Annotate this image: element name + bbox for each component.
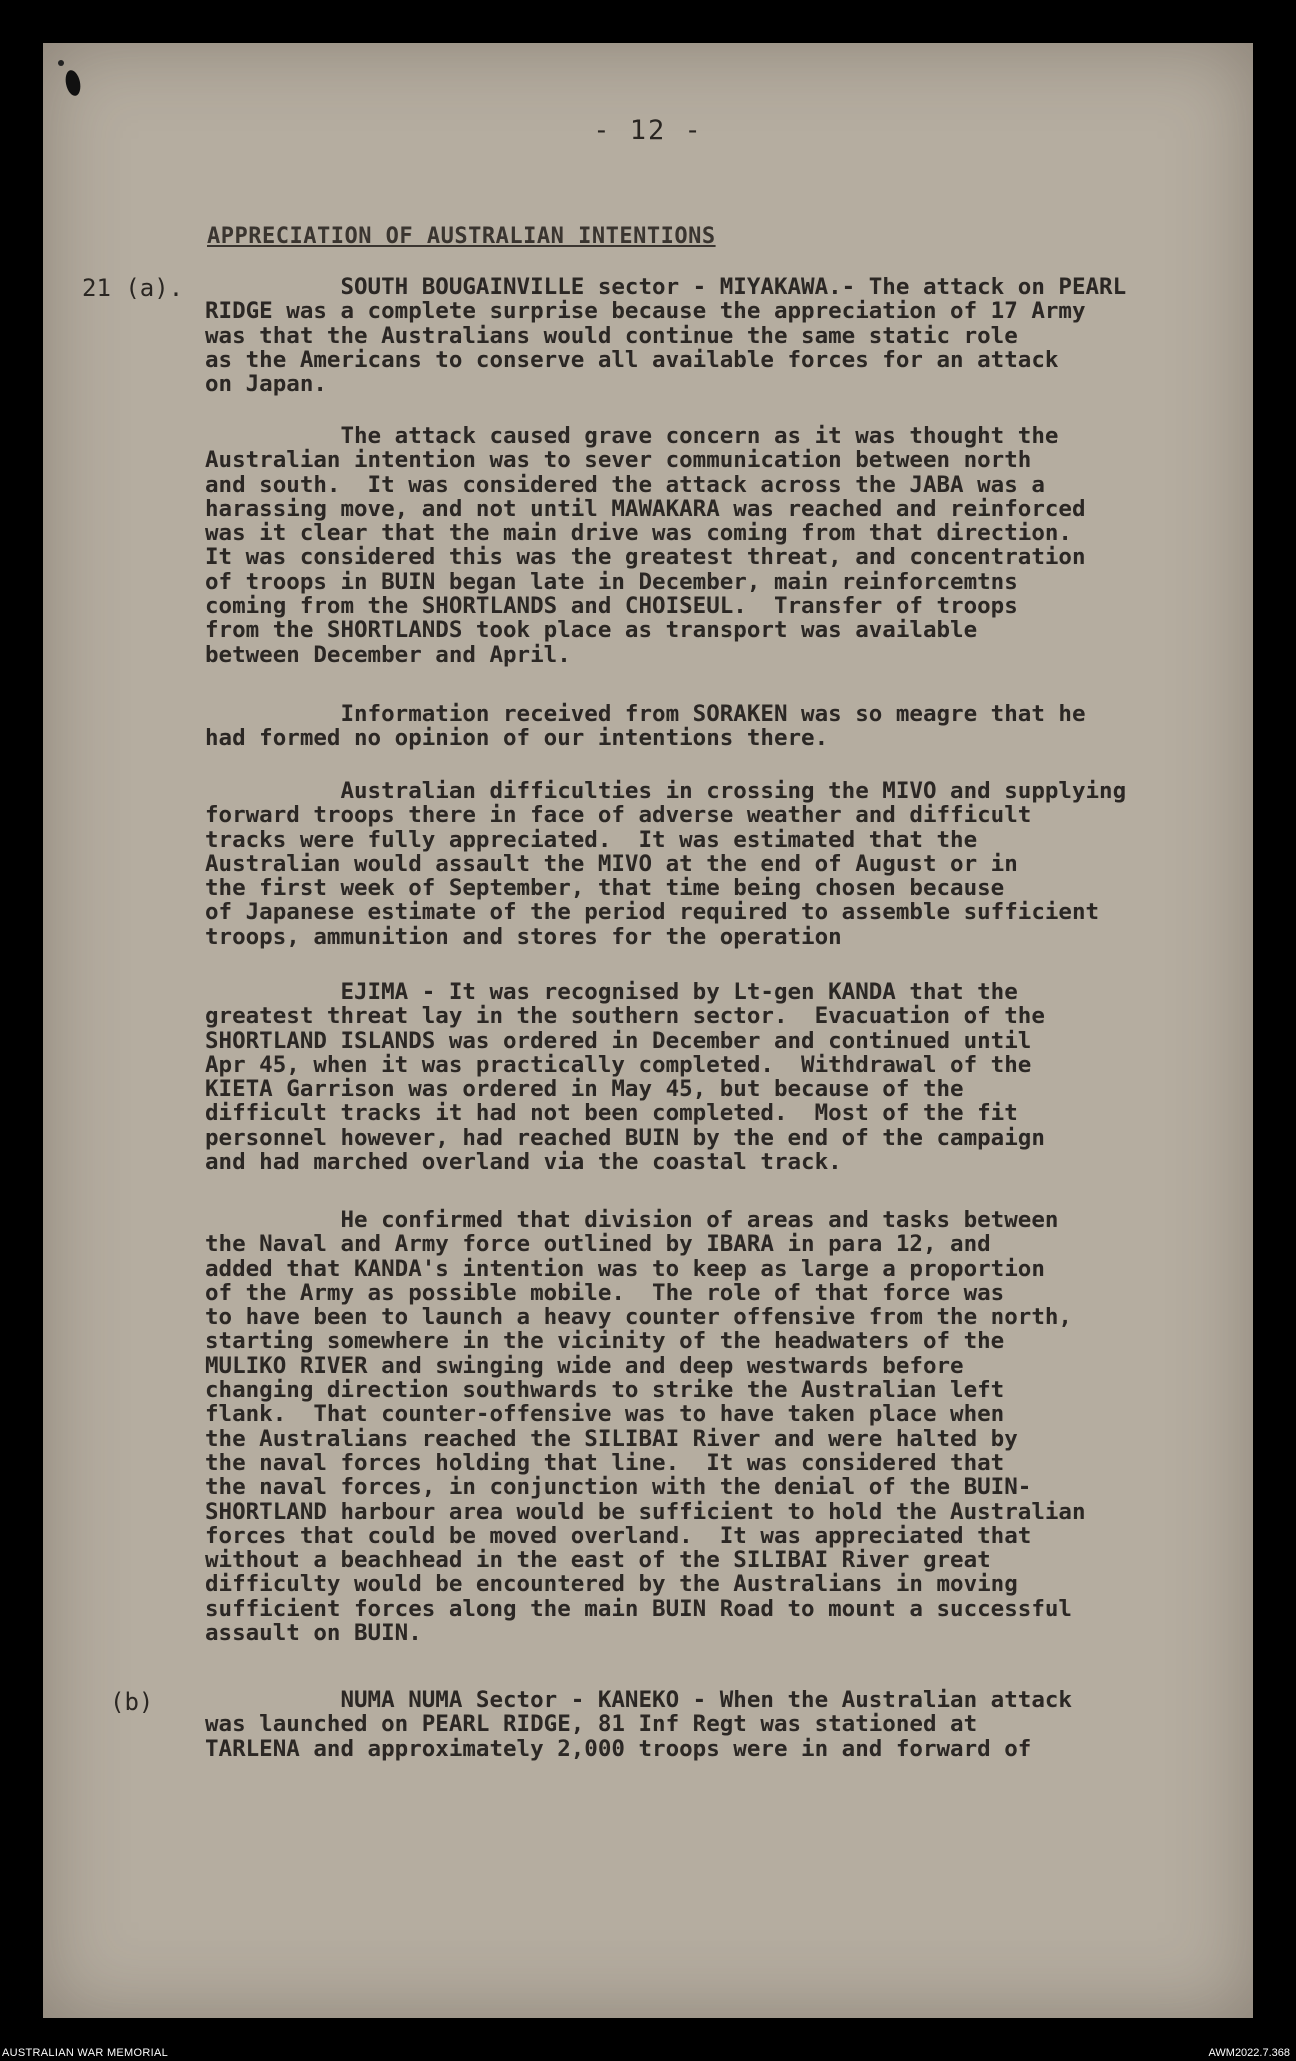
text-line: the naval forces, in conjunction with the denial of the BUIN- — [205, 1474, 1032, 1501]
text-line: on Japan. — [205, 371, 327, 398]
text-line: RIDGE was a complete surprise because the appreciation of 17 Army — [205, 298, 1086, 325]
text-line: starting somewhere in the vicinity of the headwaters of the — [205, 1328, 1005, 1355]
text-line: to have been to launch a heavy counter offensive from the north, — [205, 1304, 1072, 1331]
text-line: Australian would assault the MIVO at the end of August or in — [205, 850, 1018, 877]
text-line: tracks were fully appreciated. It was estimated that the — [205, 826, 978, 853]
text-line: changing direction southwards to strike the Australian left — [205, 1377, 1005, 1404]
text-line: Information received from SORAKEN was so meagre that he — [205, 701, 1086, 727]
section-heading: APPRECIATION OF AUSTRALIAN INTENTIONS — [207, 224, 716, 249]
text-line: forces that could be moved overland. It was appreciated that — [205, 1522, 1032, 1549]
text-line: SHORTLAND harbour area would be sufficient to hold the Australian — [205, 1498, 1086, 1525]
text-line: added that KANDA's intention was to keep as large a proportion — [205, 1255, 1045, 1282]
text-line: personnel however, had reached BUIN by the end of the campaign — [205, 1124, 1045, 1151]
text-line: SHORTLAND ISLANDS was ordered in December and continued until — [205, 1027, 1032, 1054]
text-line: between December and April. — [205, 641, 571, 668]
text-line: had formed no opinion of our intentions there. — [205, 725, 829, 752]
text-line: MULIKO RIVER and swinging wide and deep westwards before — [205, 1352, 964, 1379]
text-line: and south. It was considered the attack across the JABA was a — [205, 471, 1045, 498]
text-line: forward troops there in face of adverse weather and difficult — [205, 802, 1032, 829]
text-line: the first week of September, that time being chosen because — [205, 875, 1005, 902]
text-line: difficult tracks it had not been completed. Most of the fit — [205, 1100, 1018, 1127]
footer-reference: AWM2022.7.368 — [1208, 2047, 1290, 2059]
text-line: was that the Australians would continue the same static role — [205, 322, 1018, 349]
text-line: of troops in BUIN began late in December, main reinforcemtns — [205, 568, 1018, 595]
text-line: troops, ammunition and stores for the operation — [205, 923, 842, 950]
text-line: and had marched overland via the coastal track. — [205, 1149, 842, 1176]
text-line: He confirmed that division of areas and tasks between — [205, 1207, 1059, 1233]
text-line: Australian difficulties in crossing the MIVO and supplying — [205, 778, 1127, 804]
text-line: sufficient forces along the main BUIN Road to mount a successful — [205, 1595, 1072, 1622]
text-line: SOUTH BOUGAINVILLE sector - MIYAKAWA.- The attack on PEARL — [205, 274, 1127, 300]
paragraph-label-21a: 21 (a). — [82, 274, 184, 302]
text-line: assault on BUIN. — [205, 1620, 422, 1647]
text-line: as the Americans to conserve all available forces for an attack — [205, 346, 1059, 373]
text-line: difficulty would be encountered by the Australians in moving — [205, 1571, 1018, 1598]
text-line: from the SHORTLANDS took place as transport was available — [205, 617, 978, 644]
text-line: of Japanese estimate of the period required to assemble sufficient — [205, 899, 1100, 926]
text-line: of the Army as possible mobile. The role of that force was — [205, 1279, 1005, 1306]
text-line: the Naval and Army force outlined by IBARA in para 12, and — [205, 1231, 991, 1258]
text-line: the Australians reached the SILIBAI River and were halted by — [205, 1425, 1018, 1452]
text-line: EJIMA - It was recognised by Lt-gen KANDA that the — [205, 979, 1018, 1005]
text-line: The attack caused grave concern as it was thought the — [205, 423, 1059, 449]
text-line: the naval forces holding that line. It was considered that — [205, 1449, 1005, 1476]
paragraph-label-b: (b) — [110, 1688, 154, 1716]
text-line: was launched on PEARL RIDGE, 81 Inf Regt was stationed at — [205, 1711, 978, 1738]
text-line: KIETA Garrison was ordered in May 45, but because of the — [205, 1076, 964, 1103]
text-line: flank. That counter-offensive was to have taken place when — [205, 1401, 1005, 1428]
text-line: It was considered this was the greatest threat, and concentration — [205, 544, 1086, 571]
footer-credit: AUSTRALIAN WAR MEMORIAL — [2, 2047, 169, 2059]
text-line: Australian intention was to sever communication between north — [205, 447, 1032, 474]
paragraph-numa-numa — [205, 1688, 1205, 1761]
text-line: greatest threat lay in the southern sector. Evacuation of the — [205, 1003, 1045, 1030]
text-line: without a beachhead in the east of the SILIBAI River great — [205, 1547, 991, 1574]
page-number: - 12 - — [593, 115, 703, 146]
text-line: coming from the SHORTLANDS and CHOISEUL. Transfer of troops — [205, 593, 1018, 620]
paragraph-attack-concern — [205, 424, 1205, 667]
text-line: was it clear that the main drive was coming from that direction. — [205, 520, 1072, 547]
paragraph-soraken — [205, 702, 1205, 751]
paragraph-south-bougainville — [205, 275, 1205, 396]
text-line: NUMA NUMA Sector - KANEKO - When the Australian attack — [205, 1687, 1072, 1713]
paragraph-division-of-areas — [205, 1208, 1205, 1645]
paragraph-mivo-difficulties — [205, 779, 1205, 949]
paragraph-ejima — [205, 980, 1205, 1174]
text-line: harassing move, and not until MAWAKARA was reached and reinforced — [205, 495, 1086, 522]
text-line: TARLENA and approximately 2,000 troops were in and forward of — [205, 1735, 1032, 1762]
text-line: Apr 45, when it was practically completed. Withdrawal of the — [205, 1051, 1032, 1078]
ink-dot — [58, 60, 64, 66]
